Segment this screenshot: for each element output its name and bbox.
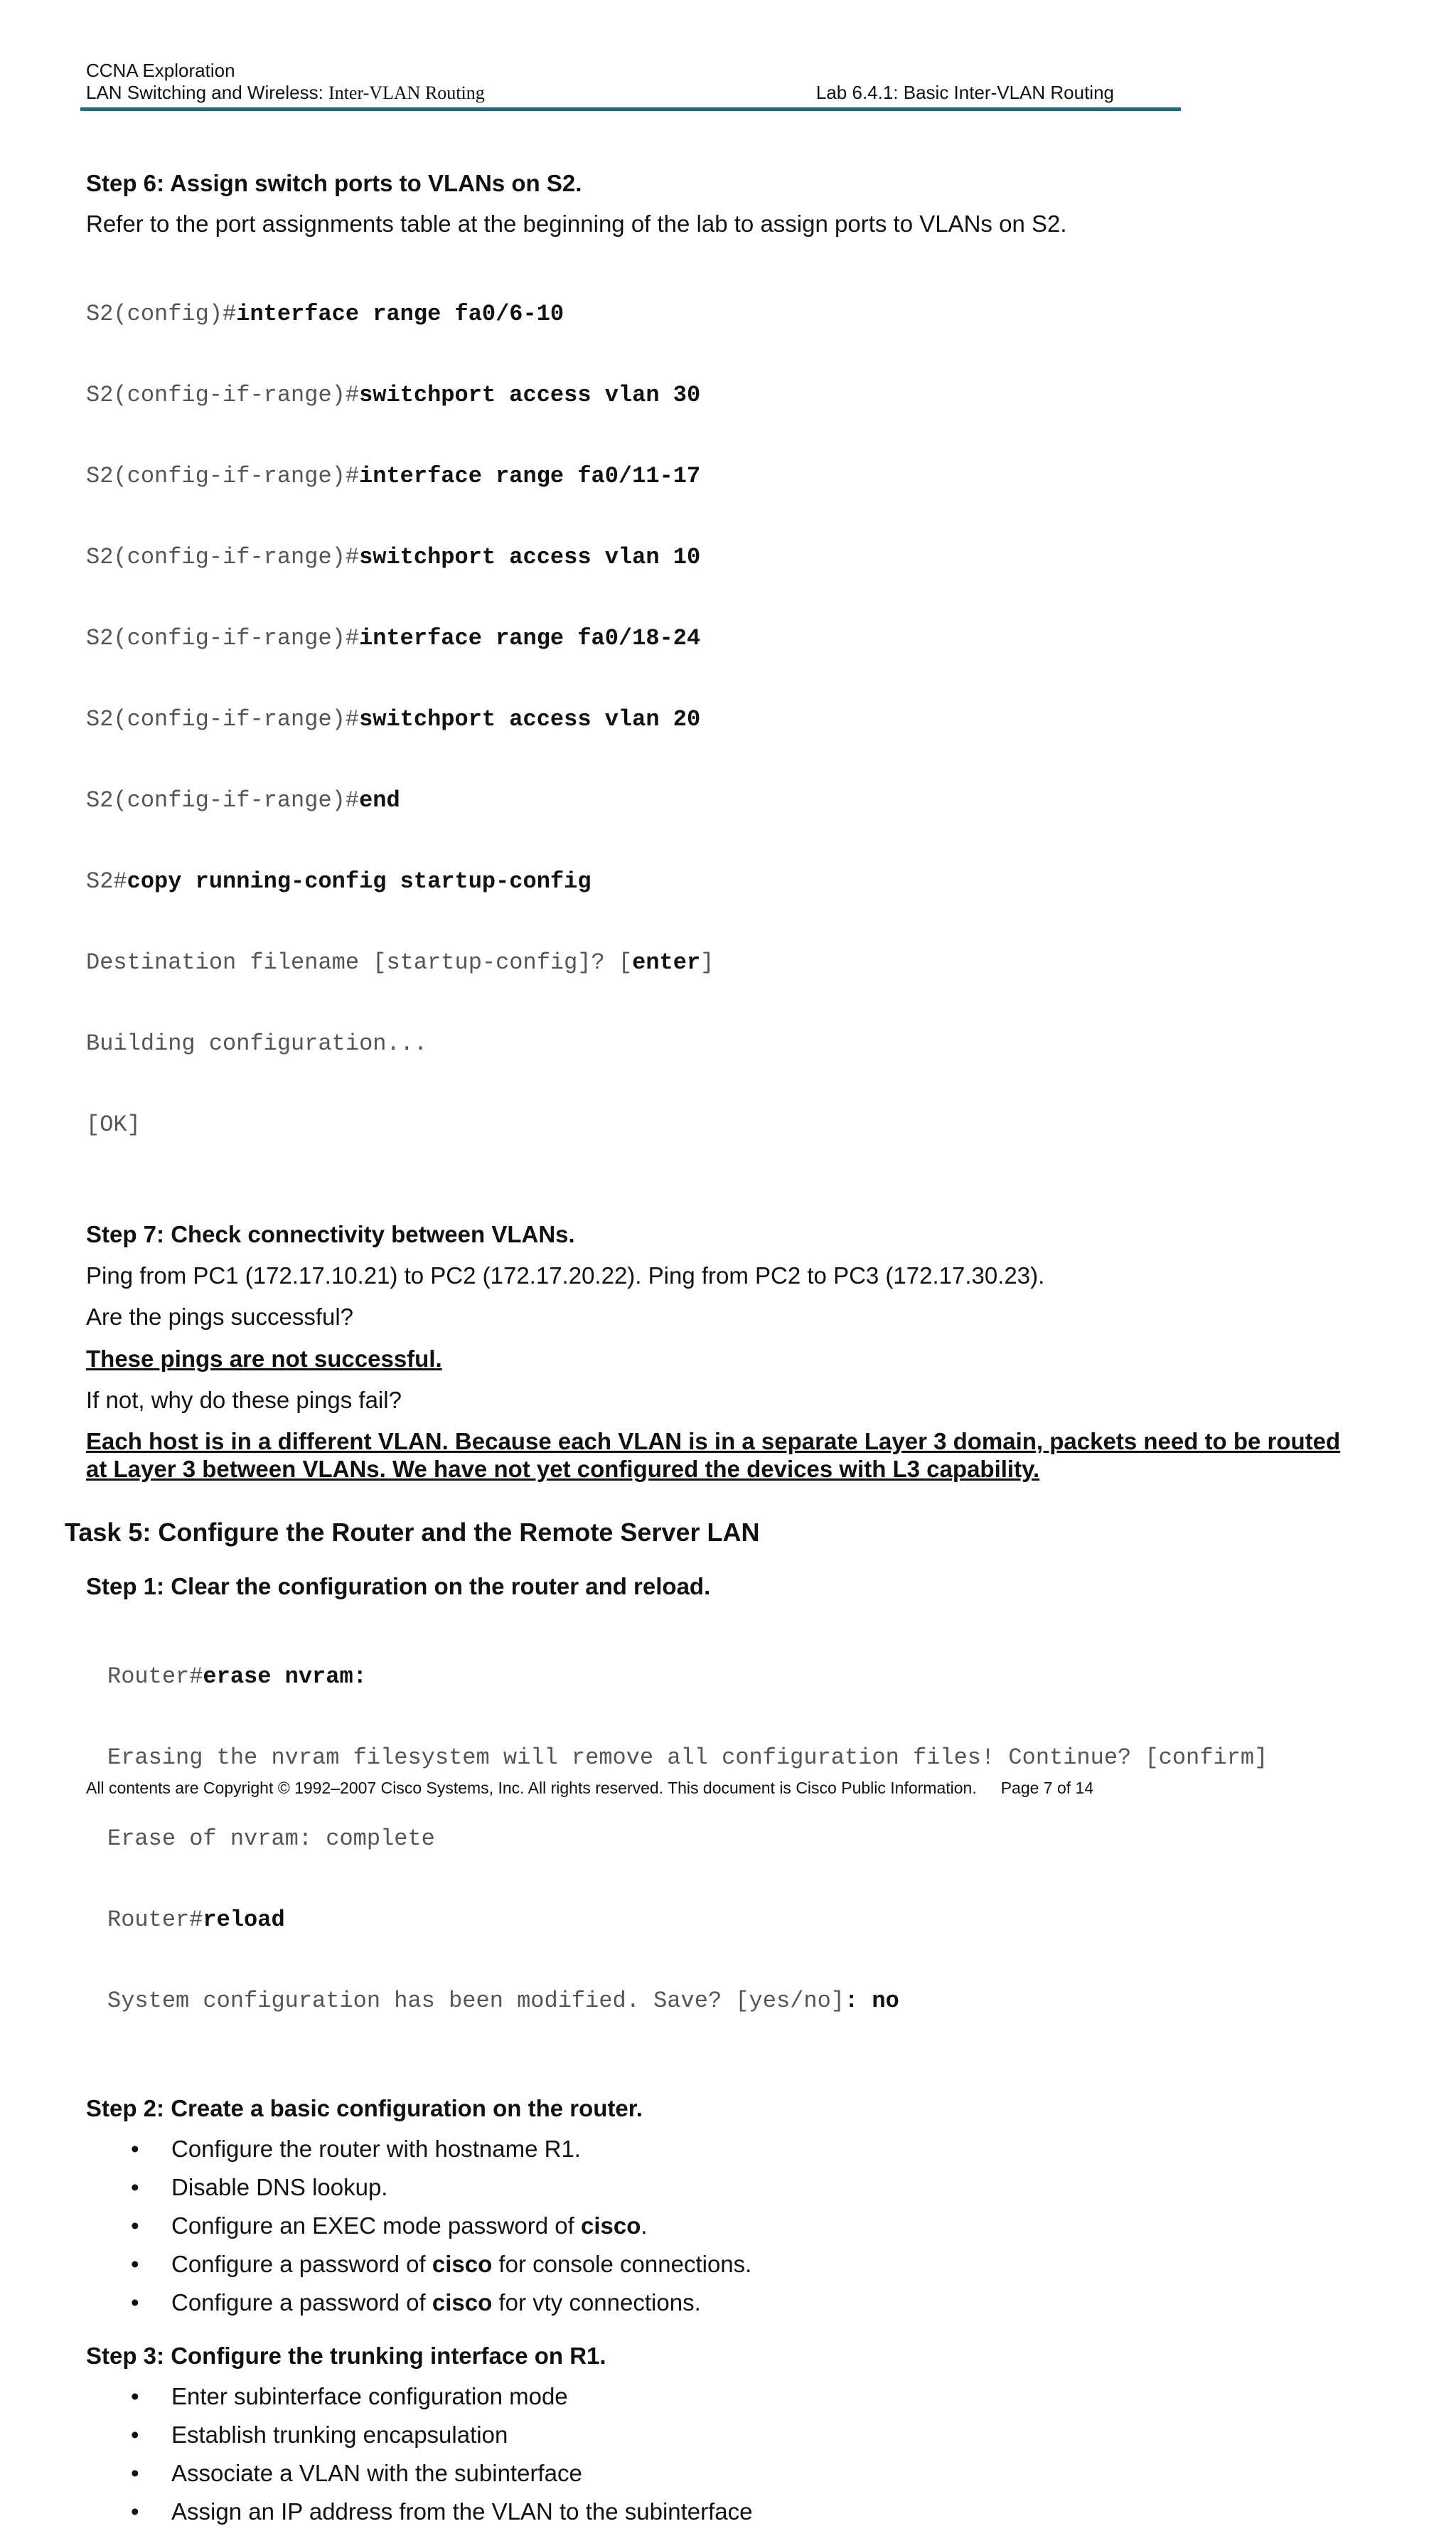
task5-step3-list bbox=[86, 2377, 1373, 2531]
code-line: S2#copy running-config startup-config bbox=[86, 868, 592, 895]
step7-answer-2 bbox=[86, 1427, 1373, 1483]
bullet-dot-icon: • bbox=[131, 2498, 139, 2525]
bullet-dot-icon: • bbox=[131, 2136, 139, 2162]
header-course-title-sans: LAN Switching and Wireless: bbox=[86, 82, 329, 103]
task5-step2-list bbox=[86, 2130, 1373, 2322]
task5-heading: Task 5: Configure the Router and the Remote Server LAN bbox=[65, 1518, 760, 1547]
bullet-dot-icon: • bbox=[131, 2212, 139, 2239]
code-line: Erase of nvram: complete bbox=[107, 1826, 435, 1852]
header-course-name: CCNA Exploration bbox=[86, 60, 235, 81]
code-line: Router#reload bbox=[107, 1907, 285, 1933]
header-course-title bbox=[86, 82, 485, 104]
task5-step1-code-block bbox=[107, 1609, 1373, 2069]
header-row bbox=[86, 82, 1114, 104]
list-item: • Configure the router with hostname R1. bbox=[86, 2130, 1373, 2168]
bullet-dot-icon: • bbox=[131, 2251, 139, 2277]
list-item: • Associate a VLAN with the subinterface bbox=[86, 2454, 1373, 2493]
code-line: System configuration has been modified. Save? [yes/no]: no bbox=[107, 1988, 899, 2014]
footer-copyright: All contents are Copyright © 1992–2007 Cisco Systems, Inc. All rights reserved. This document is Cisco Public Information. bbox=[86, 1779, 977, 1797]
header-lab-title: Lab 6.4.1: Basic Inter-VLAN Routing bbox=[815, 82, 1114, 103]
code-line: Building configuration... bbox=[86, 1030, 428, 1057]
code-line: S2(config-if-range)#switchport access vlan 30 bbox=[86, 382, 701, 408]
code-line: S2(config-if-range)#switchport access vlan 20 bbox=[86, 706, 701, 732]
step7-question-2: If not, why do these pings fail? bbox=[86, 1387, 402, 1413]
code-line: Erasing the nvram filesystem will remove all configuration files! Continue? [confirm] bbox=[107, 1744, 1268, 1771]
step6-text: Refer to the port assignments table at the beginning of the lab to assign ports to VLANs on S2. bbox=[86, 211, 1067, 237]
bullet-dot-icon: • bbox=[131, 2174, 139, 2200]
step7-answer-2-line1: Each host is in a different VLAN. Because each VLAN is in a separate Layer 3 domain, packets need to be routed bbox=[86, 1428, 1341, 1454]
page-header bbox=[86, 60, 1181, 104]
step6-heading: Step 6: Assign switch ports to VLANs on S2. bbox=[86, 170, 582, 196]
step7-question-1: Are the pings successful? bbox=[86, 1304, 354, 1330]
code-line: S2(config-if-range)#end bbox=[86, 787, 400, 814]
task5-step1-heading: Step 1: Clear the configuration on the router and reload. bbox=[86, 1573, 711, 1599]
task5-step3-heading: Step 3: Configure the trunking interface on R1. bbox=[86, 2343, 606, 2369]
list-item: • Establish trunking encapsulation bbox=[86, 2416, 1373, 2454]
list-item: • Configure a password of cisco for console connections. bbox=[86, 2245, 1373, 2284]
code-line: S2(config-if-range)#interface range fa0/18-24 bbox=[86, 625, 701, 651]
bullet-dot-icon: • bbox=[131, 2289, 139, 2316]
list-item: • Assign an IP address from the VLAN to the subinterface bbox=[86, 2493, 1373, 2531]
list-item: • Configure a password of cisco for vty connections. bbox=[86, 2284, 1373, 2322]
bullet-dot-icon: • bbox=[131, 2383, 139, 2409]
step7-text: Ping from PC1 (172.17.10.21) to PC2 (172.17.20.22). Ping from PC2 to PC3 (172.17.30.23). bbox=[86, 1262, 1045, 1289]
code-line: S2(config-if-range)#interface range fa0/11-17 bbox=[86, 463, 701, 489]
page-footer bbox=[86, 1779, 1093, 1798]
code-line: Router#erase nvram: bbox=[107, 1663, 367, 1690]
step7-heading: Step 7: Check connectivity between VLANs. bbox=[86, 1221, 575, 1247]
list-item: • Configure an EXEC mode password of cisco. bbox=[86, 2207, 1373, 2245]
code-line: S2(config-if-range)#switchport access vlan 10 bbox=[86, 544, 701, 570]
bullet-dot-icon: • bbox=[131, 2460, 139, 2486]
code-line: Destination filename [startup-config]? [enter] bbox=[86, 949, 714, 976]
code-line: S2(config)#interface range fa0/6-10 bbox=[86, 301, 564, 327]
header-course-title-serif: Inter-VLAN Routing bbox=[328, 82, 485, 103]
step7-answer-2-line2: at Layer 3 between VLANs. We have not yet configured the devices with L3 capability. bbox=[86, 1456, 1040, 1482]
step7-answer-1: These pings are not successful. bbox=[86, 1346, 442, 1372]
step6-code-block bbox=[86, 247, 1373, 1193]
code-line: [OK] bbox=[86, 1112, 141, 1138]
list-item: • Enter subinterface configuration mode bbox=[86, 2377, 1373, 2416]
page-content bbox=[65, 169, 1373, 2531]
list-item: • Disable DNS lookup. bbox=[86, 2168, 1373, 2207]
page-number: Page 7 of 14 bbox=[1000, 1779, 1094, 1797]
header-rule bbox=[80, 107, 1181, 111]
task5-step2-heading: Step 2: Create a basic configuration on the router. bbox=[86, 2095, 643, 2121]
bullet-dot-icon: • bbox=[131, 2421, 139, 2448]
